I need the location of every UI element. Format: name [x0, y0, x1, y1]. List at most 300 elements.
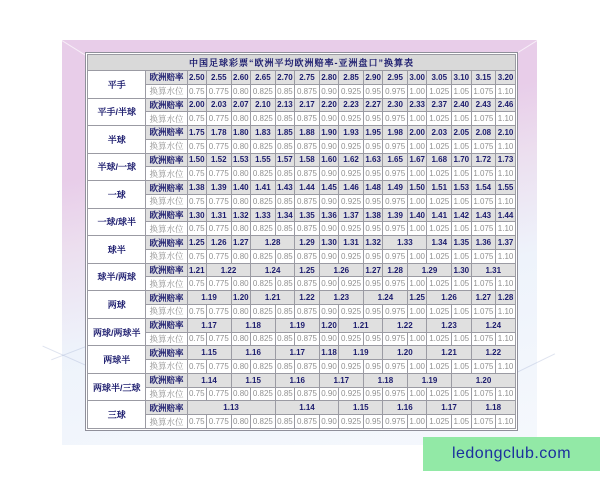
odds-value-cell: 1.33	[383, 236, 427, 250]
odds-value-cell: 1.16	[383, 401, 427, 415]
odds-value-cell: 1.27	[471, 291, 496, 305]
watermark-text: ledongclub.com	[451, 445, 572, 462]
odds-value-cell: 1.45	[319, 181, 338, 195]
water-value-cell: 0.775	[206, 194, 231, 208]
water-value-cell: 0.75	[187, 167, 206, 181]
row-label-water: 换算水位	[146, 387, 187, 401]
water-value-cell: 0.75	[187, 84, 206, 98]
odds-value-cell: 1.17	[427, 401, 471, 415]
handicap-label: 两球	[88, 291, 146, 319]
row-label-water: 换算水位	[146, 222, 187, 236]
odds-value-cell: 1.62	[339, 153, 364, 167]
row-label-water: 换算水位	[146, 332, 187, 346]
water-value-cell: 1.05	[452, 360, 471, 374]
water-value-cell: 0.775	[206, 167, 231, 181]
water-value-cell: 1.00	[407, 112, 426, 126]
water-value-cell: 0.775	[206, 277, 231, 291]
water-value-cell: 1.10	[496, 415, 516, 429]
odds-value-cell: 1.57	[275, 153, 294, 167]
water-value-cell: 1.075	[471, 84, 496, 98]
odds-value-cell: 1.31	[339, 236, 364, 250]
odds-value-cell: 1.18	[231, 318, 275, 332]
water-value-cell: 0.825	[251, 387, 276, 401]
water-value-cell: 0.95	[363, 112, 382, 126]
water-value-cell: 1.075	[471, 112, 496, 126]
odds-value-cell: 3.00	[407, 71, 426, 85]
odds-value-cell: 2.23	[339, 98, 364, 112]
odds-value-cell: 1.20	[231, 291, 250, 305]
water-value-cell: 1.10	[496, 112, 516, 126]
water-value-cell: 0.75	[187, 194, 206, 208]
water-value-cell: 0.80	[231, 84, 250, 98]
water-value-cell: 1.00	[407, 139, 426, 153]
water-value-cell: 0.925	[339, 415, 364, 429]
odds-value-cell: 1.26	[206, 236, 231, 250]
handicap-label: 半球	[88, 126, 146, 154]
odds-value-cell: 1.35	[452, 236, 471, 250]
row-label-odds: 欧洲赔率	[146, 263, 187, 277]
row-label-water: 换算水位	[146, 249, 187, 263]
water-value-cell: 0.95	[363, 249, 382, 263]
water-value-cell: 0.775	[206, 360, 231, 374]
odds-value-cell: 1.65	[383, 153, 408, 167]
odds-value-cell: 2.90	[363, 71, 382, 85]
water-value-cell: 0.875	[295, 249, 320, 263]
odds-value-cell: 2.50	[187, 71, 206, 85]
odds-value-cell: 1.72	[471, 153, 496, 167]
water-value-cell: 0.90	[319, 139, 338, 153]
odds-value-cell: 1.31	[206, 208, 231, 222]
odds-value-cell: 1.29	[295, 236, 320, 250]
water-value-cell: 0.95	[363, 222, 382, 236]
handicap-label: 一球/球半	[88, 208, 146, 236]
water-value-cell: 0.90	[319, 194, 338, 208]
water-value-cell: 1.00	[407, 167, 426, 181]
odds-value-cell: 1.15	[231, 373, 275, 387]
odds-value-cell: 1.21	[427, 346, 471, 360]
water-value-cell: 1.00	[407, 194, 426, 208]
row-label-water: 换算水位	[146, 139, 187, 153]
water-value-cell: 0.875	[295, 139, 320, 153]
water-value-cell: 1.075	[471, 305, 496, 319]
water-value-cell: 0.925	[339, 222, 364, 236]
water-value-cell: 0.85	[275, 84, 294, 98]
water-value-cell: 1.025	[427, 222, 452, 236]
handicap-label: 平手	[88, 71, 146, 99]
odds-value-cell: 1.38	[187, 181, 206, 195]
odds-value-cell: 1.21	[339, 318, 383, 332]
odds-value-cell: 1.32	[363, 236, 382, 250]
odds-value-cell: 1.40	[407, 208, 426, 222]
odds-value-cell: 1.27	[363, 263, 382, 277]
water-value-cell: 0.975	[383, 112, 408, 126]
water-value-cell: 0.90	[319, 277, 338, 291]
odds-value-cell: 1.19	[275, 318, 319, 332]
water-value-cell: 0.90	[319, 387, 338, 401]
odds-value-cell: 1.18	[319, 346, 338, 360]
water-value-cell: 0.95	[363, 194, 382, 208]
odds-value-cell: 2.75	[295, 71, 320, 85]
odds-value-cell: 1.42	[452, 208, 471, 222]
water-value-cell: 1.10	[496, 194, 516, 208]
water-value-cell: 0.825	[251, 222, 276, 236]
water-value-cell: 0.75	[187, 222, 206, 236]
water-value-cell: 0.80	[231, 249, 250, 263]
water-value-cell: 0.95	[363, 332, 382, 346]
water-value-cell: 1.075	[471, 139, 496, 153]
handicap-label: 一球	[88, 181, 146, 209]
water-value-cell: 1.025	[427, 360, 452, 374]
water-value-cell: 1.00	[407, 277, 426, 291]
water-value-cell: 0.825	[251, 277, 276, 291]
water-value-cell: 1.05	[452, 112, 471, 126]
water-value-cell: 0.95	[363, 387, 382, 401]
row-label-water: 换算水位	[146, 277, 187, 291]
odds-value-cell: 3.10	[452, 71, 471, 85]
water-value-cell: 1.00	[407, 360, 426, 374]
water-value-cell: 1.05	[452, 139, 471, 153]
odds-value-cell: 2.60	[231, 71, 250, 85]
row-label-water: 换算水位	[146, 167, 187, 181]
water-value-cell: 1.05	[452, 332, 471, 346]
odds-value-cell: 1.19	[187, 291, 231, 305]
row-label-water: 换算水位	[146, 112, 187, 126]
water-value-cell: 0.90	[319, 360, 338, 374]
odds-value-cell: 1.23	[319, 291, 363, 305]
water-value-cell: 1.10	[496, 305, 516, 319]
water-value-cell: 0.875	[295, 415, 320, 429]
water-value-cell: 0.75	[187, 112, 206, 126]
water-value-cell: 0.90	[319, 249, 338, 263]
row-label-water: 换算水位	[146, 84, 187, 98]
odds-value-cell: 1.95	[363, 126, 382, 140]
water-value-cell: 0.85	[275, 112, 294, 126]
odds-value-cell: 2.00	[187, 98, 206, 112]
odds-value-cell: 1.73	[496, 153, 516, 167]
water-value-cell: 0.825	[251, 360, 276, 374]
odds-value-cell: 1.90	[319, 126, 338, 140]
water-value-cell: 0.775	[206, 139, 231, 153]
odds-value-cell: 1.88	[295, 126, 320, 140]
odds-value-cell: 1.17	[275, 346, 319, 360]
odds-value-cell: 2.40	[452, 98, 471, 112]
water-value-cell: 0.875	[295, 360, 320, 374]
odds-value-cell: 1.25	[295, 263, 320, 277]
water-value-cell: 1.10	[496, 249, 516, 263]
water-value-cell: 1.025	[427, 305, 452, 319]
odds-value-cell: 1.51	[427, 181, 452, 195]
water-value-cell: 0.975	[383, 139, 408, 153]
odds-value-cell: 2.10	[496, 126, 516, 140]
water-value-cell: 1.05	[452, 415, 471, 429]
odds-value-cell: 2.70	[275, 71, 294, 85]
water-value-cell: 0.90	[319, 222, 338, 236]
odds-value-cell: 2.03	[206, 98, 231, 112]
water-value-cell: 1.025	[427, 332, 452, 346]
water-value-cell: 1.00	[407, 84, 426, 98]
odds-value-cell: 1.78	[206, 126, 231, 140]
odds-value-cell: 1.46	[339, 181, 364, 195]
odds-value-cell: 1.55	[496, 181, 516, 195]
water-value-cell: 0.975	[383, 387, 408, 401]
odds-value-cell: 2.33	[407, 98, 426, 112]
water-value-cell: 0.80	[231, 277, 250, 291]
water-value-cell: 1.075	[471, 222, 496, 236]
odds-value-cell: 1.16	[275, 373, 319, 387]
water-value-cell: 0.875	[295, 194, 320, 208]
odds-value-cell: 1.22	[471, 346, 515, 360]
water-value-cell: 0.775	[206, 84, 231, 98]
odds-value-cell: 1.28	[251, 236, 295, 250]
odds-value-cell: 2.05	[452, 126, 471, 140]
water-value-cell: 0.925	[339, 305, 364, 319]
odds-value-cell: 1.37	[496, 236, 516, 250]
odds-value-cell: 1.53	[452, 181, 471, 195]
water-value-cell: 0.90	[319, 112, 338, 126]
odds-value-cell: 1.60	[319, 153, 338, 167]
odds-value-cell: 1.27	[231, 236, 250, 250]
odds-value-cell: 1.25	[187, 236, 206, 250]
water-value-cell: 0.75	[187, 415, 206, 429]
water-value-cell: 0.925	[339, 112, 364, 126]
water-value-cell: 0.85	[275, 222, 294, 236]
water-value-cell: 1.10	[496, 387, 516, 401]
odds-value-cell: 1.36	[471, 236, 496, 250]
water-value-cell: 0.80	[231, 194, 250, 208]
water-value-cell: 0.775	[206, 415, 231, 429]
odds-value-cell: 1.17	[187, 318, 231, 332]
water-value-cell: 0.85	[275, 360, 294, 374]
water-value-cell: 1.075	[471, 415, 496, 429]
water-value-cell: 1.10	[496, 222, 516, 236]
water-value-cell: 0.80	[231, 139, 250, 153]
water-value-cell: 0.925	[339, 277, 364, 291]
odds-value-cell: 1.80	[231, 126, 250, 140]
odds-value-cell: 1.22	[206, 263, 250, 277]
odds-value-cell: 2.37	[427, 98, 452, 112]
water-value-cell: 0.75	[187, 277, 206, 291]
water-value-cell: 0.975	[383, 194, 408, 208]
handicap-label: 两球半/三球	[88, 373, 146, 401]
water-value-cell: 0.95	[363, 167, 382, 181]
water-value-cell: 0.75	[187, 305, 206, 319]
row-label-water: 换算水位	[146, 305, 187, 319]
odds-value-cell: 1.16	[231, 346, 275, 360]
odds-value-cell: 1.39	[206, 181, 231, 195]
water-value-cell: 1.10	[496, 84, 516, 98]
water-value-cell: 1.075	[471, 249, 496, 263]
water-value-cell: 1.10	[496, 277, 516, 291]
water-value-cell: 1.05	[452, 167, 471, 181]
water-value-cell: 0.975	[383, 84, 408, 98]
water-value-cell: 1.00	[407, 332, 426, 346]
water-value-cell: 1.05	[452, 277, 471, 291]
water-value-cell: 0.925	[339, 387, 364, 401]
water-value-cell: 0.80	[231, 305, 250, 319]
water-value-cell: 0.775	[206, 387, 231, 401]
water-value-cell: 0.925	[339, 332, 364, 346]
water-value-cell: 0.95	[363, 305, 382, 319]
water-value-cell: 1.075	[471, 277, 496, 291]
water-value-cell: 0.95	[363, 360, 382, 374]
row-label-odds: 欧洲赔率	[146, 208, 187, 222]
water-value-cell: 1.05	[452, 249, 471, 263]
odds-value-cell: 1.33	[251, 208, 276, 222]
water-value-cell: 0.85	[275, 415, 294, 429]
row-label-water: 换算水位	[146, 194, 187, 208]
row-label-odds: 欧洲赔率	[146, 373, 187, 387]
water-value-cell: 0.975	[383, 249, 408, 263]
odds-value-cell: 1.26	[427, 291, 471, 305]
odds-value-cell: 1.15	[339, 401, 383, 415]
odds-value-cell: 2.20	[319, 98, 338, 112]
water-value-cell: 0.925	[339, 194, 364, 208]
water-value-cell: 1.10	[496, 360, 516, 374]
water-value-cell: 0.85	[275, 249, 294, 263]
handicap-label: 球半	[88, 236, 146, 264]
water-value-cell: 1.00	[407, 415, 426, 429]
odds-value-cell: 2.13	[275, 98, 294, 112]
odds-value-cell: 1.30	[452, 263, 471, 277]
water-value-cell: 0.85	[275, 332, 294, 346]
water-value-cell: 0.875	[295, 387, 320, 401]
water-value-cell: 0.825	[251, 84, 276, 98]
water-value-cell: 0.75	[187, 139, 206, 153]
water-value-cell: 0.825	[251, 139, 276, 153]
water-value-cell: 1.025	[427, 139, 452, 153]
water-value-cell: 1.025	[427, 387, 452, 401]
odds-value-cell: 1.41	[427, 208, 452, 222]
odds-value-cell: 2.43	[471, 98, 496, 112]
odds-value-cell: 2.07	[231, 98, 250, 112]
handicap-label: 两球半	[88, 346, 146, 374]
odds-value-cell: 1.30	[187, 208, 206, 222]
odds-value-cell: 1.22	[295, 291, 320, 305]
water-value-cell: 0.90	[319, 84, 338, 98]
water-value-cell: 1.10	[496, 139, 516, 153]
water-value-cell: 0.875	[295, 84, 320, 98]
row-label-odds: 欧洲赔率	[146, 71, 187, 85]
odds-value-cell: 1.43	[471, 208, 496, 222]
row-label-water: 换算水位	[146, 415, 187, 429]
odds-value-cell: 1.14	[275, 401, 339, 415]
odds-value-cell: 1.49	[383, 181, 408, 195]
odds-value-cell: 1.20	[452, 373, 516, 387]
water-value-cell: 0.775	[206, 305, 231, 319]
table-title: 中国足球彩票“欧洲平均欧洲赔率-亚洲盘口”换算表	[88, 55, 516, 71]
row-label-odds: 欧洲赔率	[146, 98, 187, 112]
row-label-water: 换算水位	[146, 360, 187, 374]
water-value-cell: 1.075	[471, 387, 496, 401]
row-label-odds: 欧洲赔率	[146, 346, 187, 360]
odds-value-cell: 1.35	[295, 208, 320, 222]
water-value-cell: 1.025	[427, 249, 452, 263]
water-value-cell: 0.75	[187, 360, 206, 374]
odds-value-cell: 1.40	[231, 181, 250, 195]
odds-value-cell: 1.83	[251, 126, 276, 140]
water-value-cell: 0.875	[295, 305, 320, 319]
odds-value-cell: 1.26	[319, 263, 363, 277]
water-value-cell: 1.00	[407, 305, 426, 319]
water-value-cell: 0.975	[383, 222, 408, 236]
odds-value-cell: 1.50	[407, 181, 426, 195]
water-value-cell: 0.775	[206, 332, 231, 346]
water-value-cell: 1.075	[471, 194, 496, 208]
row-label-odds: 欧洲赔率	[146, 153, 187, 167]
odds-value-cell: 1.50	[187, 153, 206, 167]
water-value-cell: 0.925	[339, 167, 364, 181]
odds-value-cell: 1.39	[383, 208, 408, 222]
water-value-cell: 0.875	[295, 222, 320, 236]
odds-value-cell: 1.28	[383, 263, 408, 277]
water-value-cell: 0.825	[251, 167, 276, 181]
odds-value-cell: 1.34	[275, 208, 294, 222]
water-value-cell: 0.75	[187, 332, 206, 346]
water-value-cell: 0.775	[206, 249, 231, 263]
water-value-cell: 1.05	[452, 194, 471, 208]
odds-value-cell: 1.63	[363, 153, 382, 167]
water-value-cell: 0.90	[319, 415, 338, 429]
odds-value-cell: 1.68	[427, 153, 452, 167]
odds-value-cell: 1.22	[383, 318, 427, 332]
odds-value-cell: 1.18	[471, 401, 515, 415]
water-value-cell: 0.825	[251, 112, 276, 126]
water-value-cell: 1.00	[407, 222, 426, 236]
odds-value-cell: 1.38	[363, 208, 382, 222]
odds-value-cell: 1.17	[319, 373, 363, 387]
odds-value-cell: 2.00	[407, 126, 426, 140]
odds-value-cell: 2.30	[383, 98, 408, 112]
water-value-cell: 0.825	[251, 415, 276, 429]
water-value-cell: 1.025	[427, 415, 452, 429]
water-value-cell: 0.925	[339, 360, 364, 374]
water-value-cell: 1.05	[452, 84, 471, 98]
row-label-odds: 欧洲赔率	[146, 291, 187, 305]
handicap-label: 两球/两球半	[88, 318, 146, 346]
odds-value-cell: 1.21	[187, 263, 206, 277]
odds-value-cell: 1.85	[275, 126, 294, 140]
odds-value-cell: 1.19	[339, 346, 383, 360]
odds-value-cell: 2.03	[427, 126, 452, 140]
odds-value-cell: 1.48	[363, 181, 382, 195]
odds-value-cell: 2.85	[339, 71, 364, 85]
odds-value-cell: 2.80	[319, 71, 338, 85]
water-value-cell: 0.85	[275, 194, 294, 208]
odds-value-cell: 1.37	[339, 208, 364, 222]
odds-value-cell: 2.17	[295, 98, 320, 112]
water-value-cell: 0.75	[187, 249, 206, 263]
odds-value-cell: 3.20	[496, 71, 516, 85]
handicap-label: 三球	[88, 401, 146, 429]
water-value-cell: 0.85	[275, 277, 294, 291]
water-value-cell: 0.925	[339, 249, 364, 263]
water-value-cell: 0.825	[251, 332, 276, 346]
odds-value-cell: 1.23	[427, 318, 471, 332]
water-value-cell: 1.00	[407, 249, 426, 263]
water-value-cell: 1.05	[452, 305, 471, 319]
odds-value-cell: 2.55	[206, 71, 231, 85]
water-value-cell: 0.80	[231, 332, 250, 346]
water-value-cell: 0.90	[319, 332, 338, 346]
water-value-cell: 0.85	[275, 387, 294, 401]
table-panel	[85, 52, 518, 431]
water-value-cell: 0.975	[383, 167, 408, 181]
odds-value-cell: 1.14	[187, 373, 231, 387]
water-value-cell: 0.95	[363, 139, 382, 153]
odds-value-cell: 1.19	[407, 373, 451, 387]
odds-value-cell: 1.28	[496, 291, 516, 305]
odds-value-cell: 1.67	[407, 153, 426, 167]
